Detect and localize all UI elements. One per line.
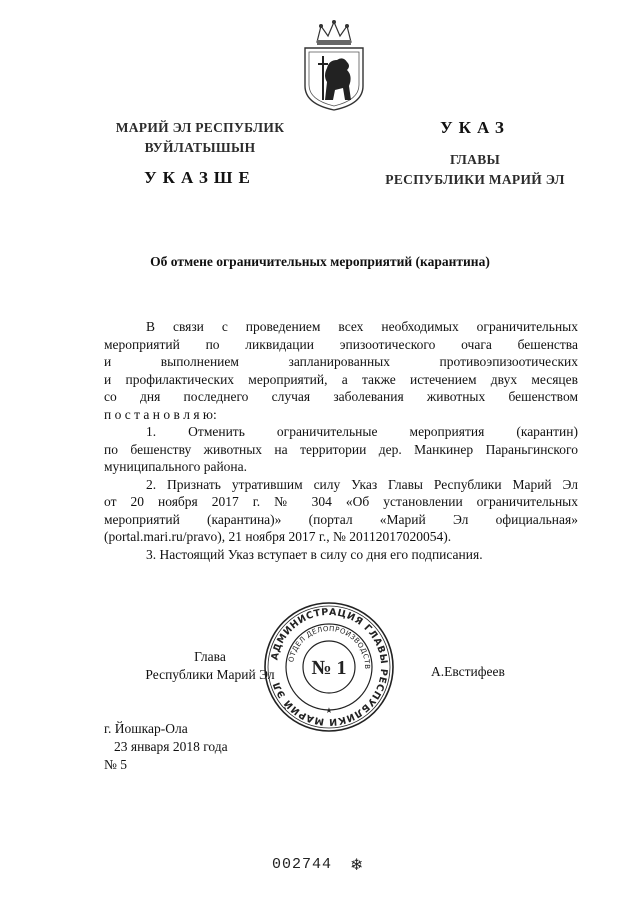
decree-word: п о с т а н о в л я ю: bbox=[104, 406, 217, 422]
snowflake-icon: ❄ bbox=[350, 855, 364, 874]
item3-line: 3. Настоящий Указ вступает в силу со дня его подписания. bbox=[146, 546, 483, 562]
body-line: со дня последнего случая заболевания животных бешенством bbox=[104, 389, 578, 404]
position-line2: Республики Марий Эл bbox=[145, 667, 275, 682]
item2-line: мероприятий (карантина)» (портал «Марий Эл официальная» bbox=[104, 511, 578, 527]
header-left bbox=[100, 118, 300, 188]
header-left-line1: МАРИЙ ЭЛ РЕСПУБЛИК bbox=[115, 120, 285, 135]
seal-number: № 1 bbox=[311, 657, 347, 679]
header-right bbox=[355, 118, 595, 190]
coat-of-arms-emblem bbox=[297, 20, 371, 112]
decree-subject: Об отмене ограничительных мероприятий (карантина) bbox=[150, 254, 490, 269]
decree-date: 23 января 2018 года bbox=[114, 739, 228, 754]
decree-number: № 5 bbox=[104, 757, 128, 772]
place-date-block bbox=[104, 720, 228, 774]
body-line: и профилактических мероприятий, а также истечением двух месяцев bbox=[104, 371, 578, 387]
header-left-title: УКАЗШЕ bbox=[144, 168, 256, 187]
body-line: мероприятий по ликвидации эпизоотического очага бешенства bbox=[104, 336, 578, 352]
document-serial-number: 002744 bbox=[272, 856, 333, 873]
item1-line: по бешенству животных на территории дер. Манкинер Параньгинского bbox=[104, 441, 578, 457]
item2-line: от 20 ноября 2017 г. № 304 «Об установлении ограничительных bbox=[104, 494, 578, 509]
signatory-name: А.Евстифеев bbox=[431, 664, 505, 679]
body-line: и выполнением запланированных противоэпизоотических bbox=[104, 354, 578, 369]
decree-body bbox=[104, 318, 578, 563]
item1-line: 1. Отменить ограничительные мероприятия (карантин) bbox=[146, 424, 578, 439]
seal-inner-text: ОТДЕЛ ДЕЛОПРОИЗВОДСТВ bbox=[287, 624, 372, 670]
item2-line: 2. Признать утратившим силу Указ Главы Республики Марий Эл bbox=[146, 476, 578, 492]
svg-text:★: ★ bbox=[325, 706, 333, 715]
header-left-line2: ВУЙЛАТЫШЫН bbox=[144, 140, 256, 155]
signature-position bbox=[140, 648, 280, 684]
header-right-title: УКАЗ bbox=[440, 118, 510, 137]
seal-ring-text: АДМИНИСТРАЦИЯ ГЛАВЫ РЕСПУБЛИКИ МАРИЙ ЭЛ bbox=[269, 606, 390, 728]
item1-line: муниципального района. bbox=[104, 459, 248, 474]
official-seal-stamp bbox=[262, 600, 396, 734]
city: г. Йошкар-Ола bbox=[104, 721, 188, 736]
header-right-line1: ГЛАВЫ bbox=[449, 152, 501, 167]
body-line: В связи с проведением всех необходимых ограничительных bbox=[146, 319, 578, 334]
position-line1: Глава bbox=[194, 649, 226, 664]
header-right-line2: РЕСПУБЛИКИ МАРИЙ ЭЛ bbox=[385, 172, 565, 187]
item2-line: (portal.mari.ru/pravo), 21 ноября 2017 г., № 20112017020054). bbox=[104, 529, 452, 544]
